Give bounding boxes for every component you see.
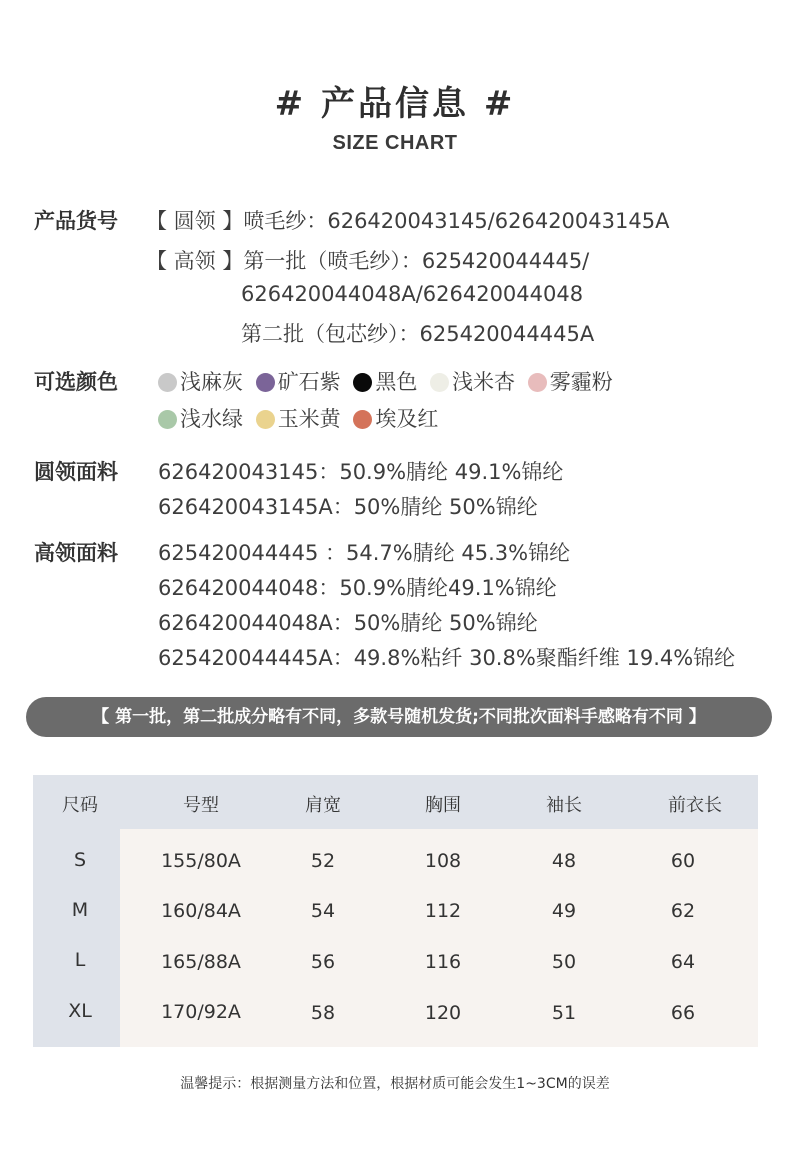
color-swatch [158, 373, 177, 392]
color-option: 玉米黄 [256, 403, 341, 433]
table-cell: 155/80A [161, 850, 241, 872]
size-table [33, 775, 758, 1047]
color-swatch [256, 373, 275, 392]
color-option: 浅麻灰 [158, 366, 243, 396]
table-cell: 58 [310, 1002, 336, 1024]
color-option: 黑色 [353, 366, 417, 396]
table-cell: 160/84A [161, 900, 241, 922]
table-cell: 112 [424, 900, 462, 922]
header-cell: 袖长 [546, 795, 582, 816]
color-swatch [256, 410, 275, 429]
fabric-line: 626420044048A：50%腈纶 50%锦纶 [158, 611, 538, 635]
table-cell: 51 [551, 1002, 577, 1024]
product-number-line: 626420044048A/626420044048 [241, 282, 584, 306]
table-cell: 66 [670, 1002, 696, 1024]
table-cell: 62 [670, 900, 696, 922]
color-swatch [353, 410, 372, 429]
table-cell: 60 [670, 850, 696, 872]
header-cell: 胸围 [425, 795, 461, 816]
color-option: 埃及红 [353, 403, 438, 433]
fabric-line: 625420044445 ：54.7%腈纶 45.3%锦纶 [158, 541, 571, 565]
color-option: 浅米杏 [430, 366, 515, 396]
product-number-label: 产品货号 [34, 209, 118, 233]
color-swatch [430, 373, 449, 392]
page-title: # 产品信息 # [274, 84, 516, 124]
product-number-line: 【 高领 】第一批（喷毛纱）：625420044445/ [146, 249, 590, 273]
header-cell: 号型 [183, 795, 219, 816]
table-cell: 52 [310, 850, 336, 872]
color-option: 浅水绿 [158, 403, 243, 433]
table-cell: 108 [424, 850, 462, 872]
table-cell: 170/92A [161, 1001, 241, 1023]
table-cell: 48 [551, 850, 577, 872]
fabric-line: 625420044445A：49.8%粘纤 30.8%聚酯纤维 19.4%锦纶 [158, 646, 736, 670]
color-row [158, 403, 444, 433]
product-number-line: 第二批（包芯纱）：625420044445A [241, 322, 595, 346]
header-cell: 尺码 [62, 795, 98, 816]
footer-tip: 温馨提示：根据测量方法和位置，根据材质可能会发生1~3CM的误差 [180, 1076, 610, 1092]
header-cell: 前衣长 [668, 795, 722, 816]
size-cell: XL [68, 1000, 92, 1022]
round-fabric-label: 圆领面料 [34, 460, 118, 484]
table-cell: 54 [310, 900, 336, 922]
colors-label: 可选颜色 [34, 370, 118, 394]
fabric-line: 626420044048：50.9%腈纶49.1%锦纶 [158, 576, 557, 600]
notice-banner: 【 第一批，第二批成分略有不同，多款号随机发货;不同批次面料手感略有不同 】 [26, 697, 772, 737]
color-swatch [353, 373, 372, 392]
table-cell: 49 [551, 900, 577, 922]
size-cell: L [74, 949, 86, 971]
table-cell: 116 [424, 951, 462, 973]
table-cell: 165/88A [161, 951, 241, 973]
table-cell: 50 [551, 951, 577, 973]
size-cell: S [73, 849, 87, 871]
fabric-line: 626420043145A：50%腈纶 50%锦纶 [158, 495, 538, 519]
header [0, 82, 790, 155]
table-cell: 120 [424, 1002, 462, 1024]
header-cell: 肩宽 [305, 795, 341, 816]
fabric-line: 626420043145：50.9%腈纶 49.1%锦纶 [158, 460, 564, 484]
color-row [158, 366, 619, 396]
high-fabric-label: 高领面料 [34, 541, 118, 565]
color-option: 矿石紫 [256, 366, 341, 396]
color-swatch [528, 373, 547, 392]
page-subtitle: SIZE CHART [332, 132, 458, 154]
size-cell: M [71, 899, 89, 921]
color-option: 雾霾粉 [528, 366, 613, 396]
color-swatch [158, 410, 177, 429]
table-cell: 64 [670, 951, 696, 973]
table-cell: 56 [310, 951, 336, 973]
product-number-line: 【 圆领 】喷毛纱：626420043145/626420043145A [146, 209, 670, 233]
